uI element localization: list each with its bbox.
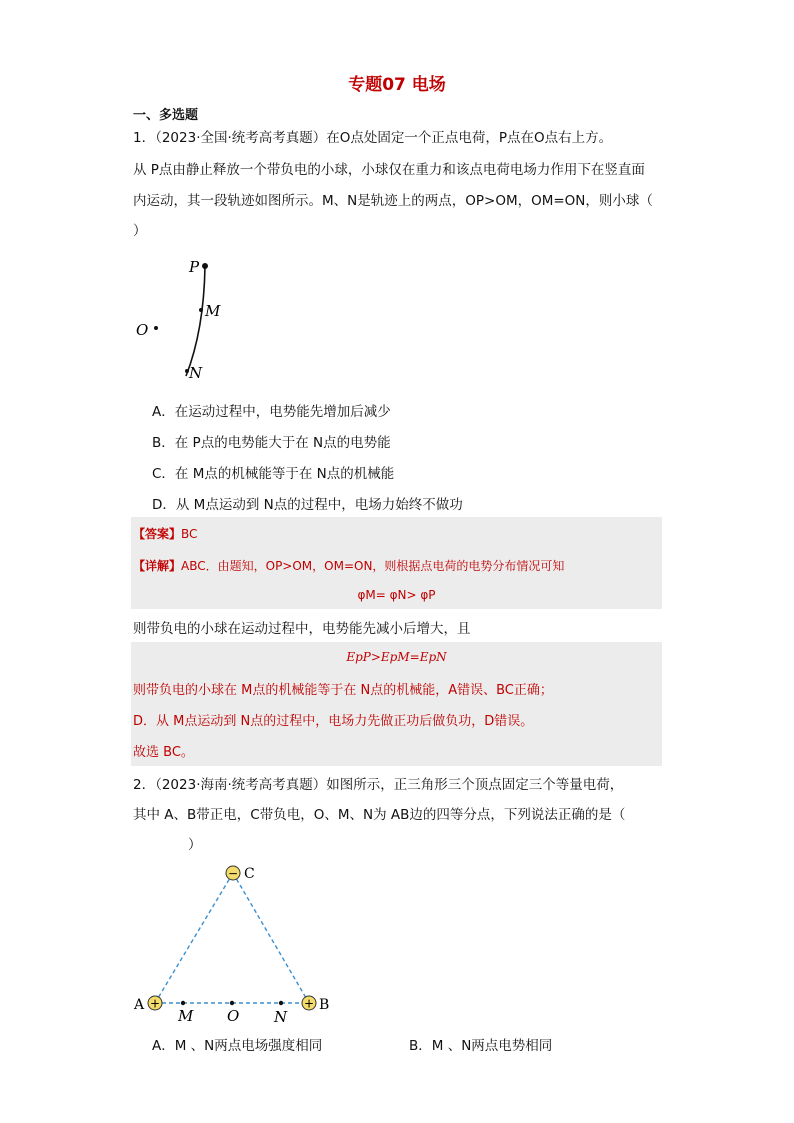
edge-cb [233,873,309,1003]
detail-line-5: 故选 BC。 [133,745,194,760]
detail-line-3: 则带负电的小球在 M点的机械能等于在 N点的机械能，A错误、BC正确； [133,683,553,698]
label-n: N [189,364,203,382]
label-m: M [178,1007,194,1025]
q1-option-b: B．在 P点的电势能大于在 N点的电势能 [152,435,391,451]
label-p: P [189,258,200,276]
section-heading: 一、多选题 [133,108,199,123]
formula-energy: EpP>EpM=EpN [346,650,447,664]
trajectory-curve [186,266,205,376]
label-m: M [205,302,221,320]
label-c: C [244,866,255,882]
detail-line-2: 则带负电的小球在运动过程中，电势能先减小后增大，且 [133,621,471,637]
point-m [181,1001,185,1005]
q1-line-3: 内运动，其一段轨迹如图所示。M、N是轨迹上的两点，OP>OM，OM=ON，则小球（ [133,193,653,209]
q1-option-d: D．从 M点运动到 N点的过程中，电场力始终不做功 [152,497,463,513]
point-o [230,1001,234,1005]
label-n: N [274,1008,288,1026]
q2-option-b: B．M 、N两点电势相同 [409,1038,553,1054]
point-o [154,326,158,330]
label-b: B [319,997,330,1013]
q2-option-a: A．M 、N两点电场强度相同 [152,1038,323,1054]
plus-sign-a: + [149,996,161,1011]
label-o: O [227,1007,240,1025]
point-m [199,308,203,312]
label-a: A [134,997,145,1013]
q1-option-a: A．在运动过程中，电势能先增加后减少 [152,404,391,420]
answer-tag: 【答案】 [133,527,182,541]
answer-value: BC [181,527,198,541]
q2-line-1: 2．（2023·海南·统考高考真题）如图所示，正三角形三个顶点固定三个等量电荷， [133,777,624,793]
q2-line-3: ） [188,837,202,853]
point-n [279,1001,283,1005]
q1-line-1: 1．（2023·全国·统考高考真题）在O点处固定一个正点电荷，P点在O点右上方。 [133,130,613,146]
q2-line-2: 其中 A、B带正电，C带负电，O、M、N为 AB边的四等分点，下列说法正确的是（ [133,807,626,823]
edge-ac [155,873,233,1003]
label-o: O [136,321,149,339]
answer-line [133,524,197,544]
q1-line-2: 从 P点由静止释放一个带负电的小球，小球仅在重力和该点电荷电场力作用下在竖直面 [133,162,645,178]
q2-triangle-figure [128,858,348,1028]
detail-line-4: D．从 M点运动到 N点的过程中，电场力先做正功后做负功，D错误。 [133,714,534,729]
detail-line [133,556,564,576]
detail-tag: 【详解】 [133,559,182,573]
formula-potential: φM= φN> φP [357,588,436,602]
detail-text: ABC．由题知，OP>OM，OM=ON，则根据点电荷的电势分布情况可知 [181,559,565,573]
plus-sign-b: + [303,996,315,1011]
q1-trajectory-figure [130,250,250,390]
page-title: 专题07 电场 [348,75,446,95]
minus-sign: − [227,866,239,881]
point-p [202,263,208,269]
q1-line-4: ） [133,223,147,239]
q1-option-c: C．在 M点的机械能等于在 N点的机械能 [152,466,395,482]
